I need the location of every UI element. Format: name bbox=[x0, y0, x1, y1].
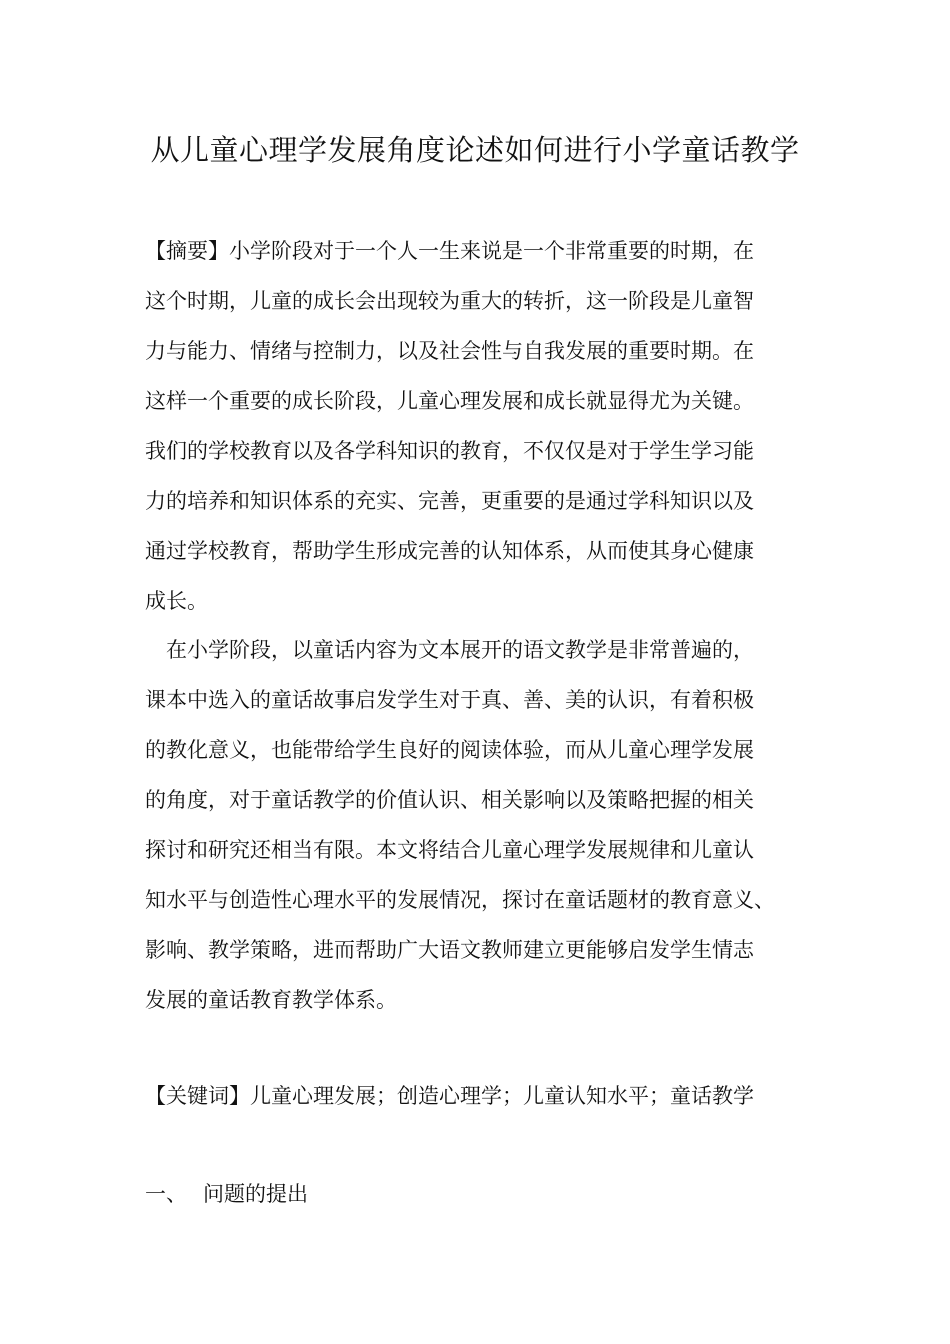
abstract-line: 【摘要】小学阶段对于一个人一生来说是一个非常重要的时期，在 bbox=[145, 239, 754, 263]
body-line: 在小学阶段，以童话内容为文本展开的语文教学是非常普遍的， bbox=[166, 638, 754, 662]
abstract-line: 通过学校教育，帮助学生形成完善的认知体系，从而使其身心健康 bbox=[145, 539, 754, 563]
section-number: 一、 bbox=[145, 1182, 187, 1206]
section-title: 问题的提出 bbox=[203, 1182, 308, 1206]
body-line: 探讨和研究还相当有限。本文将结合儿童心理学发展规律和儿童认 bbox=[145, 838, 754, 862]
abstract-line: 这样一个重要的成长阶段，儿童心理发展和成长就显得尤为关键。 bbox=[145, 389, 754, 413]
body-line: 课本中选入的童话故事启发学生对于真、善、美的认识，有着积极 bbox=[145, 688, 754, 712]
abstract-line: 我们的学校教育以及各学科知识的教育，不仅仅是对于学生学习能 bbox=[145, 439, 754, 463]
body-line: 知水平与创造性心理水平的发展情况，探讨在童话题材的教育意义、 bbox=[145, 888, 775, 912]
keywords: 【关键词】儿童心理发展；创造心理学；儿童认知水平；童话教学 bbox=[145, 1084, 754, 1108]
abstract-line: 成长。 bbox=[145, 589, 208, 613]
abstract-line: 这个时期，儿童的成长会出现较为重大的转折，这一阶段是儿童智 bbox=[145, 289, 754, 313]
body-line: 发展的童话教育教学体系。 bbox=[145, 988, 397, 1012]
document-title: 从儿童心理学发展角度论述如何进行小学童话教学 bbox=[150, 133, 800, 167]
body-line: 影响、教学策略，进而帮助广大语文教师建立更能够启发学生情志 bbox=[145, 938, 754, 962]
abstract-line: 力的培养和知识体系的充实、完善，更重要的是通过学科知识以及 bbox=[145, 489, 754, 513]
body-line: 的教化意义，也能带给学生良好的阅读体验，而从儿童心理学发展 bbox=[145, 738, 754, 762]
body-line: 的角度，对于童话教学的价值认识、相关影响以及策略把握的相关 bbox=[145, 788, 754, 812]
abstract-line: 力与能力、情绪与控制力，以及社会性与自我发展的重要时期。在 bbox=[145, 339, 754, 363]
